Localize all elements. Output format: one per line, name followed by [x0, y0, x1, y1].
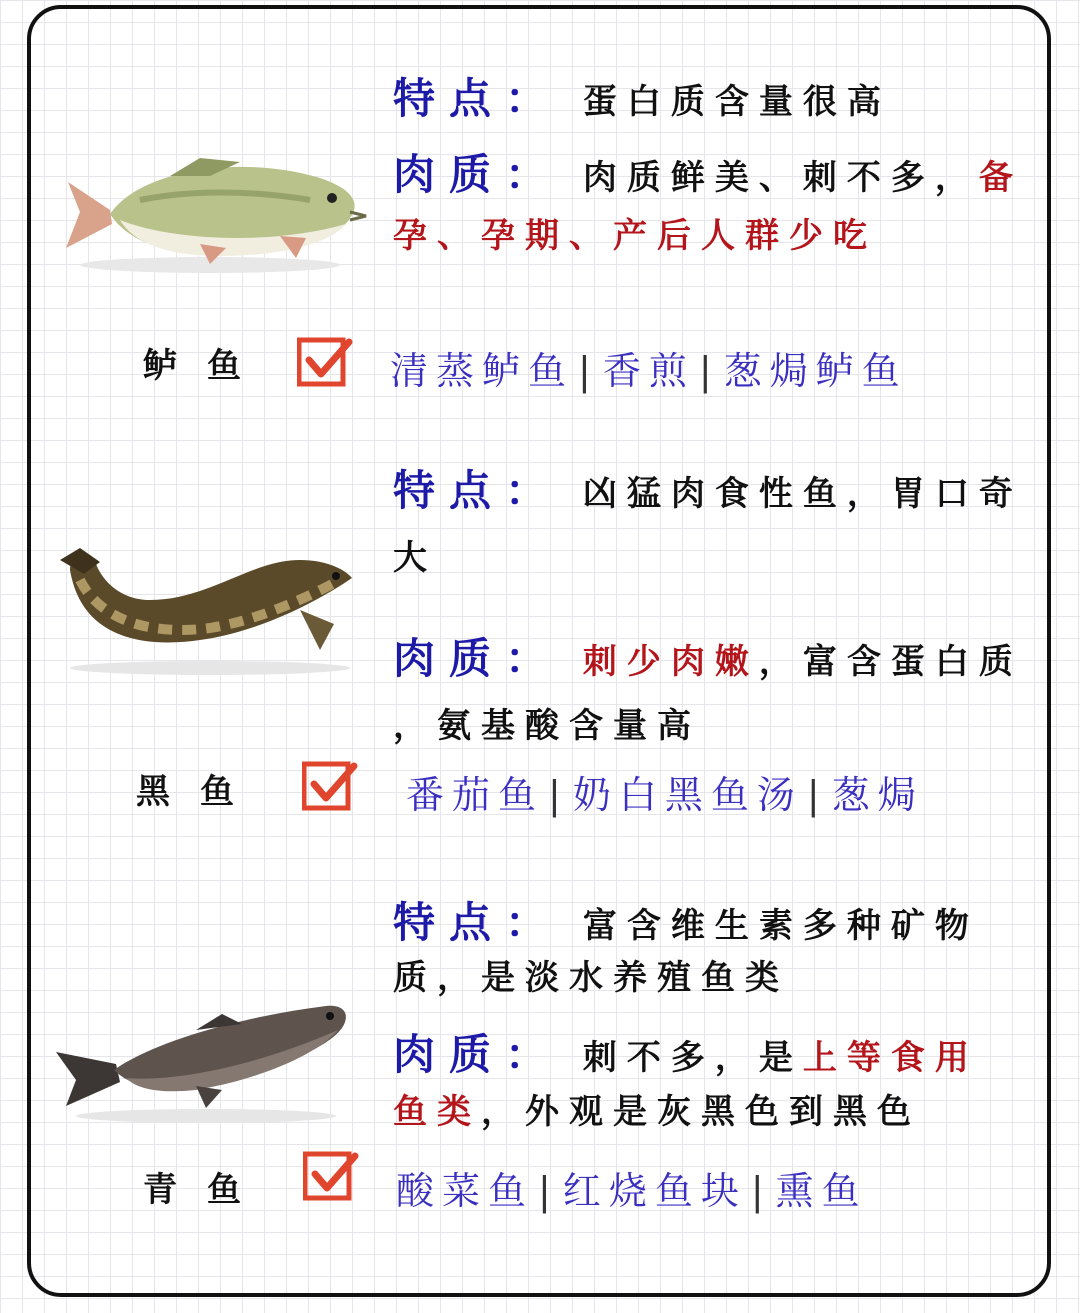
fish-info [393, 890, 1033, 1134]
feature-text: 蛋白质含量很高 [582, 82, 891, 122]
perch-image [50, 140, 370, 280]
meat-highlight: 刺少肉嫩 [582, 642, 759, 682]
dish: 葱焗 [831, 773, 924, 817]
meat-text: 刺不多，是 [582, 1038, 803, 1078]
meat-text: ，外观是灰黑色到黑色 [481, 1092, 921, 1132]
dish: 葱焗鲈鱼 [723, 349, 908, 393]
meat-warning: 备 [978, 158, 1023, 198]
feature-text: 质，是淡水养殖鱼类 [393, 958, 789, 998]
meat-label: 肉质： [393, 150, 562, 199]
meat-text: ，富含蛋白质 [758, 642, 1023, 682]
checkbox-checked-icon [302, 760, 358, 812]
dish: 红烧鱼块 [562, 1169, 747, 1213]
checkbox-checked-icon [297, 336, 353, 388]
black-carp-image [46, 990, 356, 1130]
recommended-dishes: 番茄鱼 | 奶白黑鱼汤 | 葱焗 [406, 773, 924, 817]
dish: 熏鱼 [775, 1169, 868, 1213]
dish: 香煎 [602, 349, 695, 393]
meat-highlight: 鱼类 [393, 1092, 481, 1132]
fish-name: 黑鱼 [136, 772, 264, 812]
meat-highlight: 上等食用 [802, 1038, 979, 1078]
feature-text: 富含维生素多种矿物 [582, 906, 979, 946]
fish-info [393, 458, 1033, 748]
meat-text: ，氨基酸含量高 [393, 706, 701, 746]
feature-text: 凶猛肉食性鱼，胃口奇 [582, 474, 1023, 514]
feature-label: 特点： [393, 74, 562, 123]
fish-name: 鲈鱼 [143, 346, 271, 386]
dish: 酸菜鱼 [396, 1169, 535, 1213]
meat-warning: 孕、孕期、产后人群少吃 [393, 216, 877, 256]
dish: 清蒸鲈鱼 [390, 349, 575, 393]
feature-label: 特点： [393, 898, 562, 947]
recommended-dishes: 清蒸鲈鱼 | 香煎 | 葱焗鲈鱼 [390, 349, 908, 393]
meat-label: 肉质： [393, 1030, 562, 1079]
feature-text: 大 [393, 538, 437, 578]
dish: 奶白黑鱼汤 [572, 773, 803, 817]
checkbox-checked-icon [303, 1150, 359, 1202]
recommended-dishes: 酸菜鱼 | 红烧鱼块 | 熏鱼 [396, 1169, 868, 1213]
feature-label: 特点： [393, 466, 562, 515]
fish-info [393, 66, 1033, 258]
dish: 番茄鱼 [406, 773, 545, 817]
snakehead-image [40, 540, 360, 680]
fish-name: 青鱼 [143, 1170, 271, 1210]
meat-label: 肉质： [393, 634, 562, 683]
meat-text: 肉质鲜美、刺不多， [582, 158, 979, 198]
